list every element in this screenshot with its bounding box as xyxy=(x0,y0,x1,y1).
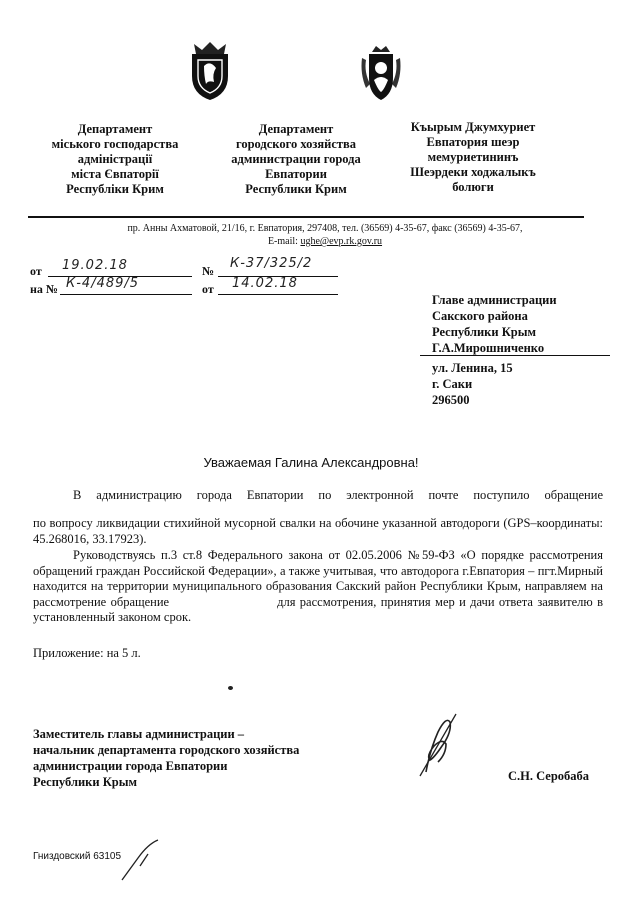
date-label: от xyxy=(30,264,42,278)
paragraph-2-ending: для рассмотрения, принятия мер и дачи ответа заявителю в установленный законом срок. xyxy=(33,594,603,624)
recipient-line: Сакского района xyxy=(432,309,528,323)
recipient-line: Республики Крым xyxy=(432,325,536,339)
recipient-address xyxy=(432,360,602,408)
header-line: мемуриетининъ xyxy=(427,150,519,164)
reference-number: К-4/489/5 xyxy=(66,276,140,291)
paragraph-1-first-line: В администрацию города Евпатории по электронной почте поступило обращение xyxy=(73,488,603,502)
evpatoria-coat-of-arms-icon xyxy=(188,40,232,102)
outgoing-date: 19.02.18 xyxy=(62,258,128,273)
recipient-rule xyxy=(420,355,610,356)
recipient-city: г. Саки xyxy=(432,377,473,391)
header-line: Къырым Джумхуриет xyxy=(410,120,536,134)
ink-dot xyxy=(228,686,233,690)
header-column-crimean-tatar xyxy=(398,120,548,195)
recipient-name: Г.А.Мирошниченко xyxy=(432,341,545,355)
header-line: Департамент xyxy=(258,122,334,136)
recipient-block xyxy=(432,292,612,356)
email-label: E-mail: xyxy=(267,236,301,247)
header-line: Евпатории xyxy=(265,167,327,181)
header-divider xyxy=(28,216,584,218)
header-line: болюги xyxy=(452,180,494,194)
signatory-title xyxy=(33,726,353,790)
header-column-ukrainian xyxy=(45,122,185,197)
handwritten-signature xyxy=(416,710,466,780)
signatory-title-line: начальник департамента городского хозяйства xyxy=(33,743,300,757)
signatory-title-line: Республики Крым xyxy=(33,775,137,789)
reference-underline xyxy=(60,294,192,295)
department-address xyxy=(60,222,590,248)
salutation: Уважаемая Галина Александровна! xyxy=(203,455,419,470)
executor-note: Гниздовский 63105 xyxy=(33,851,122,862)
header-line: Республики Крим xyxy=(245,182,347,196)
signatory-title-line: Заместитель главы администрации – xyxy=(33,727,245,741)
email-link[interactable]: ughe@evp.rk.gov.ru xyxy=(300,236,383,247)
signatory-name: С.Н. Серобаба xyxy=(508,769,590,783)
reference-date: 14.02.18 xyxy=(232,276,298,291)
paragraph-1-continuation: по вопросу ликвидации стихийной мусорной свалки на обочине указанной автодороги (GPS–координаты: 45.268016, 33.17923). xyxy=(33,516,603,546)
header-line: Шеэрдеки ходжалыкъ xyxy=(410,165,536,179)
paragraph-2-text: Руководствуясь п.3 ст.8 Федерального закона от 02.05.2006 №59-ФЗ «О порядке рассмотрения обращений граждан Российской Федерации», а также учитывая, что автодорога г.Евпатория – пгт.Мирный находится на территории муниципального образования Сакский район Республики Крым, направляем на рассмотрение обращение xyxy=(33,548,603,609)
address-line: пр. Анны Ахматовой, 21/16, г. Евпатория, 297408, тел. (36569) 4-35-67, факс (36569) 4-35-67, xyxy=(127,223,523,234)
signatory-title-line: администрации города Евпатории xyxy=(33,759,228,773)
number-label: № xyxy=(202,264,215,278)
executor-mark xyxy=(118,836,162,884)
header-line: Евпатория шеэр xyxy=(426,135,520,149)
header-line: администрации города xyxy=(231,152,361,166)
header-line: Республіки Крим xyxy=(66,182,164,196)
header-line: городского хозяйства xyxy=(235,137,357,151)
outgoing-number: К-37/325/2 xyxy=(230,256,313,271)
reference-number-label: на № xyxy=(30,282,58,296)
header-column-russian xyxy=(222,122,370,197)
reference-date-label: от xyxy=(202,282,214,296)
recipient-line: Главе администрации xyxy=(432,293,557,307)
crimea-coat-of-arms-icon xyxy=(360,44,402,102)
attachment-note: Приложение: на 5 л. xyxy=(33,646,141,660)
recipient-street: ул. Ленина, 15 xyxy=(432,361,513,375)
recipient-postcode: 296500 xyxy=(432,393,470,407)
paragraph-2 xyxy=(33,548,603,626)
header-line: міста Євпаторії xyxy=(71,167,159,181)
header-line: міського господарства xyxy=(51,137,179,151)
header-line: адміністрації xyxy=(77,152,153,166)
header-line: Департамент xyxy=(77,122,153,136)
reference-date-underline xyxy=(218,294,338,295)
